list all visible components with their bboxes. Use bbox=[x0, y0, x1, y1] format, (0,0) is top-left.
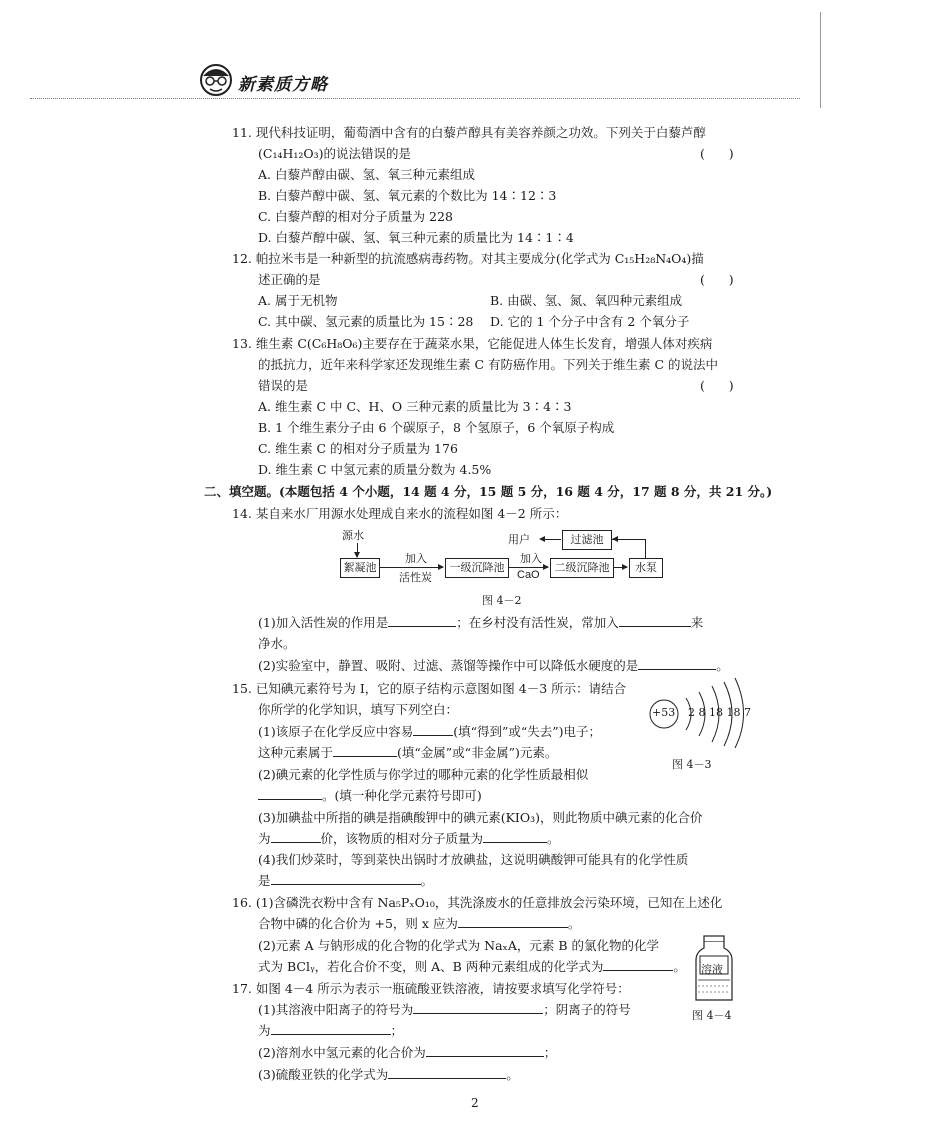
q16-line4 bbox=[258, 958, 686, 976]
q12-line2: 述正确的是 bbox=[258, 272, 321, 287]
q17-p3-text-a: (3)硫酸亚铁的化学式为 bbox=[258, 1067, 389, 1082]
flow-box-filter: 过滤池 bbox=[562, 530, 612, 550]
q13-option-a: A. 维生素 C 中 C、H、O 三种元素的质量比为 3∶4∶3 bbox=[258, 399, 572, 414]
q17-part3 bbox=[258, 1066, 519, 1084]
q15-p2-text-b: 。(填一种化学元素符号即可) bbox=[322, 788, 482, 803]
q17-blank-1[interactable] bbox=[413, 1001, 543, 1014]
flow-arrowhead-to-user bbox=[539, 536, 545, 542]
figure-4-2-caption: 图 4－2 bbox=[482, 594, 522, 607]
q16-blank-2[interactable] bbox=[603, 958, 673, 971]
q11-line1: 11. 现代科技证明，葡萄酒中含有的白藜芦醇具有美容养颜之功效。下列关于白藜芦醇 bbox=[232, 125, 706, 140]
atom-shell-electrons: 2 8 18 18 7 bbox=[688, 706, 751, 719]
figure-4-4-caption: 图 4－4 bbox=[692, 1009, 732, 1022]
q14-p1-text-a: (1)加入活性炭的作用是 bbox=[258, 615, 389, 630]
q17-blank-4[interactable] bbox=[388, 1066, 506, 1079]
page-header bbox=[0, 0, 950, 110]
q14-part1 bbox=[258, 614, 703, 632]
header-dotted-rule bbox=[30, 98, 800, 99]
q17-p2-text-b: ； bbox=[543, 1045, 557, 1060]
flow-arrow-3 bbox=[613, 567, 627, 568]
atom-nucleus-charge: +53 bbox=[652, 706, 676, 719]
flow-arrow-1 bbox=[379, 567, 443, 568]
q11-answer-paren: ( ) bbox=[700, 146, 734, 161]
q11-option-c: C. 白藜芦醇的相对分子质量为 228 bbox=[258, 209, 453, 224]
q11-option-d: D. 白藜芦醇中碳、氢、氧三种元素的质量比为 14∶1∶4 bbox=[258, 230, 574, 245]
q13-option-b: B. 1 个维生素分子由 6 个碳原子，8 个氢原子，6 个氧原子构成 bbox=[258, 420, 615, 435]
q14-p2-text-a: (2)实验室中，静置、吸附、过滤、蒸馏等操作中可以降低水硬度的是 bbox=[258, 658, 639, 673]
q15-p4-text-c: 。 bbox=[420, 873, 434, 888]
q13-option-d: D. 维生素 C 中氢元素的质量分数为 4.5% bbox=[258, 462, 492, 477]
q16-line2-text-b: 。 bbox=[567, 916, 581, 931]
flow-source-label: 源水 bbox=[342, 529, 364, 542]
q15-part4-cont bbox=[258, 872, 433, 890]
q15-blank-3[interactable] bbox=[258, 787, 322, 800]
q17-part2 bbox=[258, 1044, 556, 1062]
q15-p4-text-b: 是 bbox=[258, 873, 271, 888]
q15-line2: 你所学的化学知识，填写下列空白： bbox=[258, 702, 459, 717]
q17-p1-text-c: 为 bbox=[258, 1023, 271, 1038]
q14-blank-1[interactable] bbox=[388, 614, 456, 627]
q12-line1: 12. 帕拉米韦是一种新型的抗流感病毒药物。对其主要成分(化学式为 C₁₅H₂₈N₄O₄)描 bbox=[232, 251, 704, 266]
q15-blank-5[interactable] bbox=[483, 830, 547, 843]
flow-add1-bottom: 活性炭 bbox=[399, 571, 432, 584]
q16-line4-text-a: 式为 BClᵧ，若化合价不变，则 A、B 两种元素组成的化学式为 bbox=[258, 959, 604, 974]
q14-p1-text-c: 来 bbox=[690, 615, 704, 630]
page-number: 2 bbox=[471, 1096, 479, 1110]
q15-part2-cont bbox=[258, 787, 482, 805]
q17-p2-text-a: (2)溶剂水中氢元素的化合价为 bbox=[258, 1045, 426, 1060]
q11-option-a: A. 白藜芦醇由碳、氢、氧三种元素组成 bbox=[258, 167, 475, 182]
q14-blank-3[interactable] bbox=[638, 657, 716, 670]
flow-add2-top: 加入 bbox=[520, 552, 542, 565]
q16-line2 bbox=[258, 915, 580, 933]
q11-option-b: B. 白藜芦醇中碳、氢、氧元素的个数比为 14∶12∶3 bbox=[258, 188, 557, 203]
q11-line2: (C₁₄H₁₂O₃)的说法错误的是 bbox=[258, 146, 412, 161]
q13-line1: 13. 维生素 C(C₆H₈O₆)主要存在于蔬菜水果，它能促进人体生长发育，增强人体对疾病 bbox=[232, 336, 713, 351]
q15-p1-text-d: (填“金属”或“非金属”)元素。 bbox=[397, 745, 558, 760]
q14-p2-text-b: 。 bbox=[716, 658, 729, 673]
q15-part3-cont bbox=[258, 830, 560, 848]
q12-answer-paren: ( ) bbox=[700, 272, 734, 287]
q15-part1 bbox=[258, 723, 601, 741]
q15-p3-text-c: 价，该物质的相对分子质量为 bbox=[320, 831, 484, 846]
q13-line3: 错误的是 bbox=[258, 378, 309, 393]
q15-p3-text-d: 。 bbox=[547, 831, 560, 846]
q17-part1-cont bbox=[258, 1022, 403, 1040]
q15-part3: (3)加碘盐中所指的碘是指碘酸钾中的碘元素(KIO₃)，则此物质中碘元素的化合价 bbox=[258, 810, 703, 825]
section-fill-blank-title: 二、填空题。(本题包括 4 个小题，14 题 4 分，15 题 5 分，16 题 4 分，17 题 8 分，共 21 分。) bbox=[204, 484, 773, 499]
q15-blank-4[interactable] bbox=[271, 830, 321, 843]
bottle-label: 溶液 bbox=[701, 963, 723, 976]
q17-p3-text-b: 。 bbox=[506, 1067, 519, 1082]
q12-option-a: A. 属于无机物 bbox=[258, 293, 338, 308]
q15-p1-text-a: (1)该原子在化学反应中容易 bbox=[258, 724, 414, 739]
q15-part2: (2)碘元素的化学性质与你学过的哪种元素的化学性质最相似 bbox=[258, 767, 589, 782]
flow-arrowhead-to-filter bbox=[612, 536, 618, 542]
q17-part1 bbox=[258, 1001, 631, 1019]
q16-line2-text-a: 合物中磷的化合价为 +5，则 x 应为 bbox=[258, 916, 458, 931]
q13-option-c: C. 维生素 C 的相对分子质量为 176 bbox=[258, 441, 458, 456]
flow-add2-bottom: CaO bbox=[517, 569, 540, 581]
q16-line4-text-b: 。 bbox=[673, 959, 686, 974]
brand-title: 新素质方略 bbox=[238, 75, 328, 95]
q15-blank-1[interactable] bbox=[413, 723, 453, 736]
mascot-logo-icon bbox=[198, 62, 234, 98]
flow-box-secondary-settling: 二级沉降池 bbox=[550, 558, 614, 578]
q15-blank-2[interactable] bbox=[333, 744, 397, 757]
q16-line1: 16. (1)含磷洗衣粉中含有 Na₅PₓO₁₀，其洗涤废水的任意排放会污染环境，已知在上述化 bbox=[232, 895, 723, 910]
q15-part1-cont bbox=[258, 744, 557, 762]
flow-source-arrow bbox=[357, 543, 358, 557]
q16-blank-1[interactable] bbox=[458, 915, 568, 928]
q12-option-c: C. 其中碳、氢元素的质量比为 15∶28 bbox=[258, 314, 474, 329]
flow-box-pump: 水泵 bbox=[629, 558, 663, 578]
q13-answer-paren: ( ) bbox=[700, 378, 734, 393]
q14-part2 bbox=[258, 657, 729, 675]
flow-filter-left-line bbox=[545, 539, 561, 540]
q12-option-b: B. 由碳、氢、氮、氧四种元素组成 bbox=[490, 293, 683, 308]
q13-line2: 的抵抗力，近年来科学家还发现维生素 C 有防癌作用。下列关于维生素 C 的说法中 bbox=[258, 357, 719, 372]
q15-p1-text-c: 这种元素属于 bbox=[258, 745, 334, 760]
q14-p1-cont: 净水。 bbox=[258, 636, 296, 651]
q17-p1-text-b: ；阴离子的符号 bbox=[543, 1002, 631, 1017]
q17-blank-2[interactable] bbox=[271, 1022, 391, 1035]
q15-p1-text-b: (填“得到”或“失去”)电子； bbox=[453, 724, 602, 739]
q12-option-d: D. 它的 1 个分子中含有 2 个氧分子 bbox=[490, 314, 690, 329]
q16-line3: (2)元素 A 与钠形成的化合物的化学式为 NaₓA，元素 B 的氯化物的化学 bbox=[258, 938, 660, 953]
flow-user-label: 用户 bbox=[508, 533, 530, 546]
q15-p3-text-b: 为 bbox=[258, 831, 271, 846]
q15-part4: (4)我们炒菜时，等到菜快出锅时才放碘盐，这说明碘酸钾可能具有的化学性质 bbox=[258, 852, 689, 867]
q14-stem: 14. 某自来水厂用源水处理成自来水的流程如图 4－2 所示： bbox=[232, 506, 568, 521]
flow-add1-top: 加入 bbox=[405, 552, 427, 565]
q17-stem: 17. 如图 4－4 所示为表示一瓶硫酸亚铁溶液，请按要求填写化学符号： bbox=[232, 981, 630, 996]
flow-box-flocculation: 絮凝池 bbox=[340, 558, 380, 578]
water-flow-diagram bbox=[330, 525, 670, 585]
q17-p1-text-d: ； bbox=[390, 1023, 404, 1038]
flow-pump-up-line bbox=[645, 539, 646, 558]
q15-blank-6[interactable] bbox=[271, 872, 421, 885]
header-right-rule bbox=[820, 12, 821, 108]
q15-line1: 15. 已知碘元素符号为 I，它的原子结构示意图如图 4－3 所示：请结合 bbox=[232, 681, 627, 696]
q17-p1-text-a: (1)其溶液中阳离子的符号为 bbox=[258, 1002, 414, 1017]
flow-arrow-2 bbox=[508, 567, 548, 568]
q14-blank-2[interactable] bbox=[619, 614, 691, 627]
q17-blank-3[interactable] bbox=[426, 1044, 544, 1057]
q14-p1-text-b: ；在乡村没有活性炭，常加入 bbox=[456, 615, 619, 630]
flow-box-primary-settling: 一级沉降池 bbox=[445, 558, 509, 578]
figure-4-3-caption: 图 4－3 bbox=[672, 758, 712, 771]
